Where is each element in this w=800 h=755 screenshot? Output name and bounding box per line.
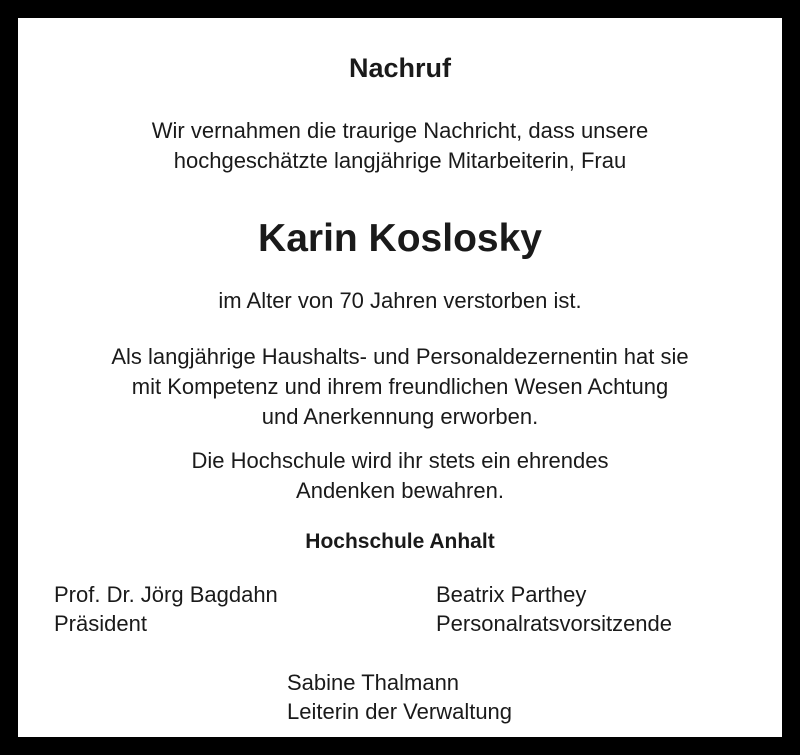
signatory-name: Beatrix Parthey	[436, 582, 587, 607]
tribute-paragraph	[18, 342, 782, 432]
tribute-line: Als langjährige Haushalts- und Personaldezernentin hat sie	[111, 344, 689, 369]
memory-line: Die Hochschule wird ihr stets ein ehrendes	[191, 448, 609, 473]
deceased-name: Karin Koslosky	[258, 217, 542, 260]
memory-paragraph	[18, 446, 782, 506]
signatory-name: Sabine Thalmann	[287, 670, 460, 695]
intro-paragraph	[18, 116, 782, 176]
signatory-role: Präsident	[54, 611, 147, 636]
intro-line: hochgeschätzte langjährige Mitarbeiterin, Frau	[173, 148, 627, 173]
signatory-president	[54, 580, 278, 638]
tribute-line: mit Kompetenz und ihrem freundlichen Wesen Achtung	[131, 374, 669, 399]
signatory-administration	[287, 668, 512, 726]
organization-name: Hochschule Anhalt	[305, 530, 495, 553]
signatory-role: Personalratsvorsitzende	[436, 611, 673, 636]
age-line: im Alter von 70 Jahren verstorben ist.	[218, 288, 582, 313]
tribute-line: und Anerkennung erworben.	[261, 404, 539, 429]
signatory-role: Leiterin der Verwaltung	[287, 699, 513, 724]
intro-line: Wir vernahmen die traurige Nachricht, dass unsere	[151, 118, 649, 143]
memory-line: Andenken bewahren.	[296, 478, 504, 503]
notice-heading: Nachruf	[348, 53, 451, 83]
signatory-staff-council	[436, 580, 672, 638]
signatory-name: Prof. Dr. Jörg Bagdahn	[54, 582, 278, 607]
